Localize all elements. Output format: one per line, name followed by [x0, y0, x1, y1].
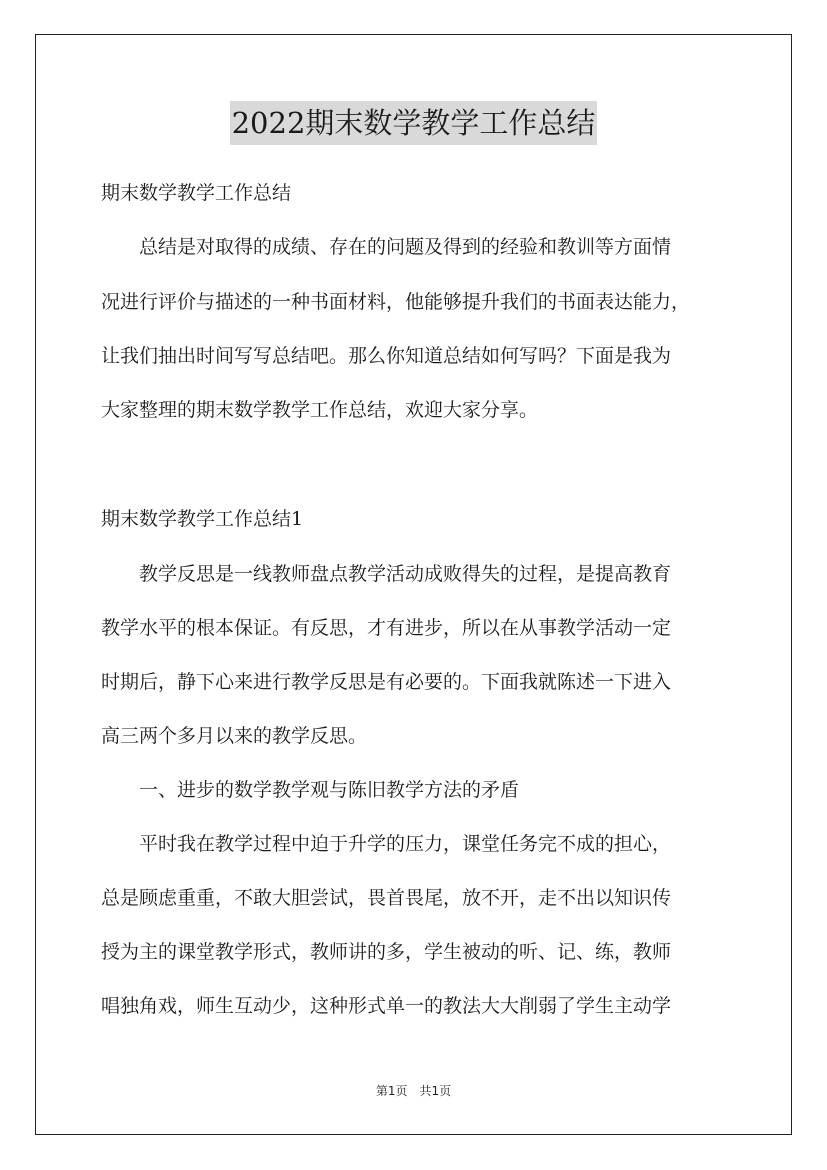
paragraph-line: 大家整理的期末数学教学工作总结，欢迎大家分享。: [101, 399, 539, 421]
paragraph-line: 总是顾虑重重，不敢大胆尝试，畏首畏尾，放不开，走不出以知识传: [101, 887, 672, 909]
paragraph-line: 总结是对取得的成绩、存在的问题及得到的经验和教训等方面情: [101, 236, 672, 258]
paragraph-line: 教学反思是一线教师盘点教学活动成败得失的过程，是提高教育: [101, 563, 672, 585]
subsection-heading: 一、进步的数学教学观与陈旧教学方法的矛盾: [101, 779, 520, 801]
paragraph-line: 高三两个多月以来的教学反思。: [101, 725, 368, 747]
page-footer: 第1页 共1页: [375, 1084, 452, 1098]
paragraph-line: 唱独角戏，师生互动少，这种形式单一的教法大大削弱了学生主动学: [101, 995, 672, 1017]
paragraph-line: 时期后，静下心来进行教学反思是有必要的。下面我就陈述一下进入: [101, 671, 672, 693]
paragraph-line: 教学水平的根本保证。有反思，才有进步，所以在从事教学活动一定: [101, 617, 672, 639]
paragraph-line: 平时我在教学过程中迫于升学的压力，课堂任务完不成的担心，: [101, 833, 672, 855]
paragraph-line: 况进行评价与描述的一种书面材料，他能够提升我们的书面表达能力，: [101, 291, 691, 313]
paragraph-line: 让我们抽出时间写写总结吧。那么你知道总结如何写吗？下面是我为: [101, 345, 672, 367]
paragraph-line: 授为主的课堂教学形式，教师讲的多，学生被动的听、记、练，教师: [101, 941, 672, 963]
section-heading: 期末数学教学工作总结1: [101, 508, 304, 530]
document-title: 2022期末数学教学工作总结: [230, 101, 598, 145]
section-heading: 期末数学教学工作总结: [101, 182, 292, 204]
title-container: [0, 101, 827, 145]
